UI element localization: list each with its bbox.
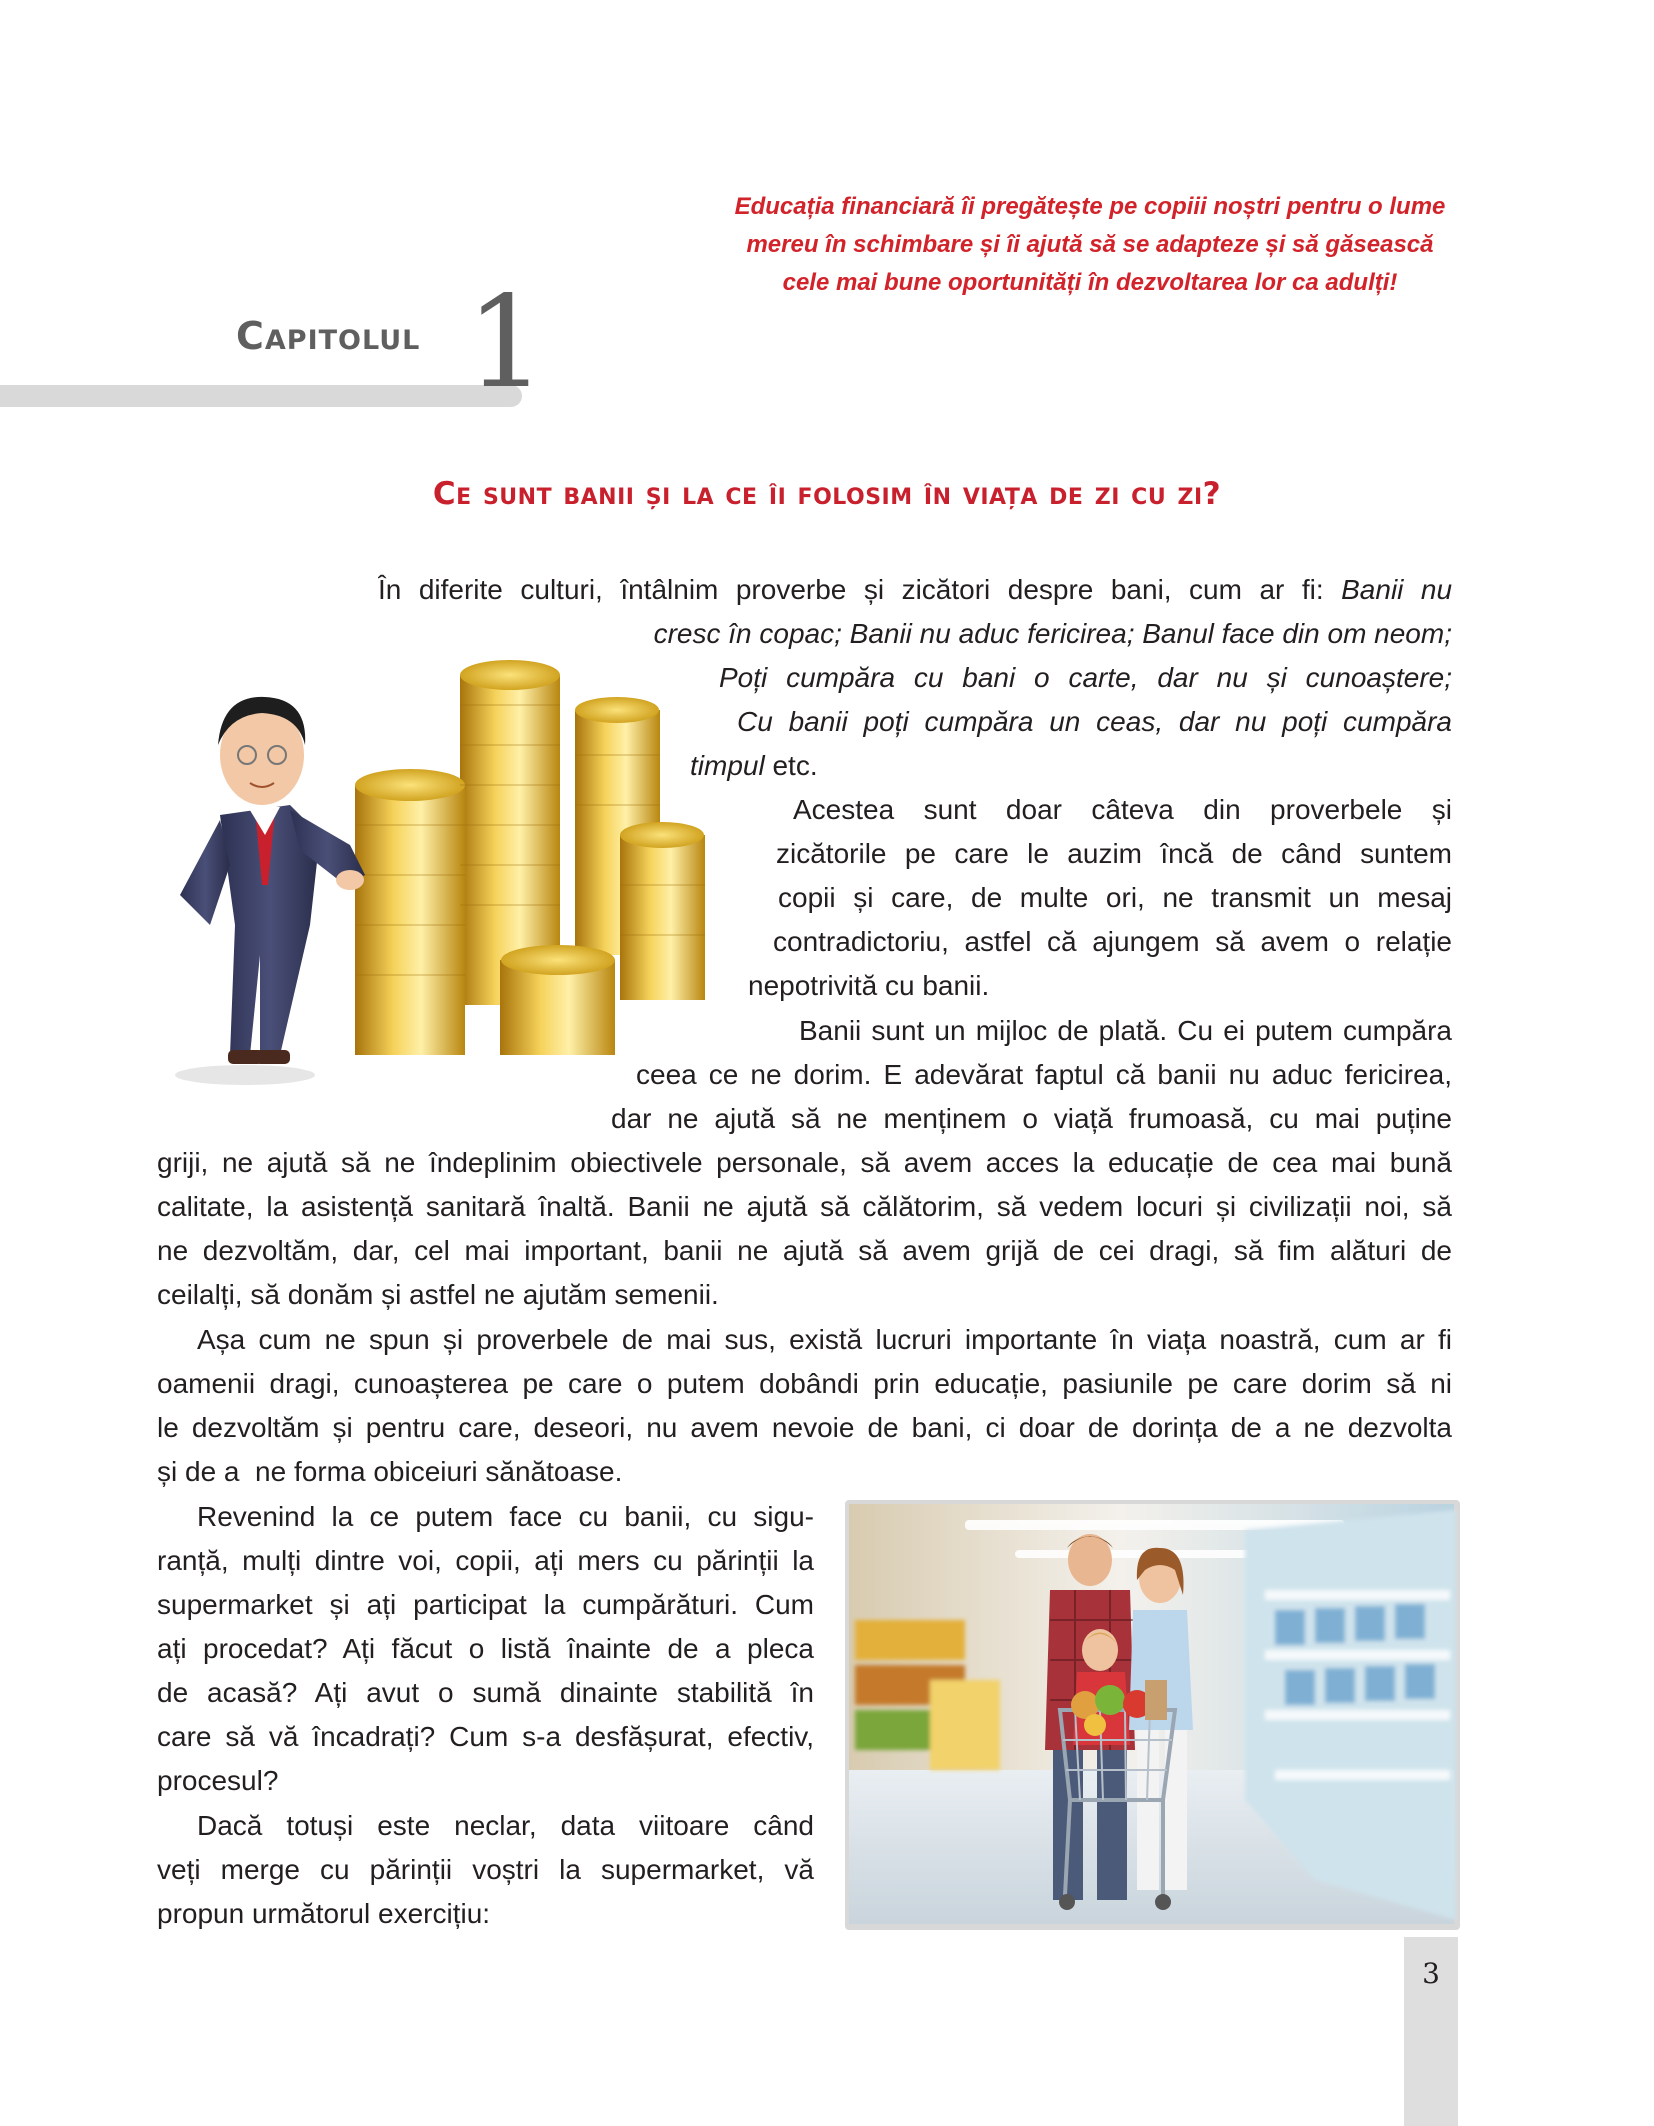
text-line: cresc în copac; Banii nu aduc fericirea; Banul face din om neom;: [653, 618, 1452, 649]
coin-stack-small: [500, 945, 615, 1055]
chapter-label: Capitolul: [236, 314, 421, 358]
chapter-bar: [0, 385, 522, 407]
text-line: Revenind la ce putem face cu banii, cu sigu-: [197, 1501, 814, 1532]
text-line: veți merge cu părinții voștri la supermarket, vă: [157, 1854, 814, 1885]
text-line: care să vă încadrați? Cum s-a desfășurat, efectiv,: [157, 1721, 814, 1752]
page-title: Ce sunt banii și la ce îi folosim în viața de zi cu zi?: [432, 476, 1222, 512]
quote-line: Educația financiară îi pregătește pe copiii noștri pentru o lume: [734, 193, 1446, 220]
text-line: le dezvoltăm și pentru care, deseori, nu avem nevoie de bani, ci doar de dorința de a ne dezvolta: [157, 1412, 1452, 1443]
text-line: Așa cum ne spun și proverbele de mai sus, există lucruri importante în viața noastră, cum ar fi: [197, 1324, 1452, 1355]
text-line: [690, 746, 818, 786]
chapter-number: 1: [466, 269, 547, 416]
text-line: copii și care, de multe ori, ne transmit un mesaj: [778, 882, 1452, 913]
header-quote: [680, 188, 1500, 302]
text-span: etc.: [764, 750, 818, 781]
businessman-coins-illustration: [150, 595, 760, 1090]
text-line: propun următorul exercițiu:: [157, 1898, 491, 1929]
text-line: ne dezvoltăm, dar, cel mai important, banii ne ajută să avem grijă de cei dragi, să fim alături de: [157, 1235, 1452, 1266]
text-line: oamenii dragi, cunoașterea pe care o putem dobândi prin educație, pasiunile pe care dorim să ni: [157, 1368, 1452, 1399]
coin-stack-far-right: [620, 822, 705, 1000]
quote-line: cele mai bune oportunități în dezvoltarea lor ca adulți!: [782, 269, 1398, 296]
text-line: calitate, la asistență sanitară înaltă. Banii ne ajută să călătorim, să vedem locuri și civilizații noi, să: [157, 1191, 1452, 1222]
text-line: supermarket și ați participat la cumpărături. Cum: [157, 1589, 814, 1620]
text-line: ați procedat? Ați făcut o listă înainte de a pleca: [157, 1633, 814, 1664]
text-line: zicătorile pe care le auzim încă de când suntem: [776, 838, 1452, 869]
text-line: griji, ne ajută să ne îndeplinim obiectivele personale, să avem acces la educație de cea mai bună: [157, 1147, 1452, 1178]
text-line: ceea ce ne dorim. E adevărat faptul că banii nu aduc fericirea,: [636, 1059, 1452, 1090]
text-line: Dacă totuși este neclar, data viitoare când: [197, 1810, 814, 1841]
supermarket-family-photo: [845, 1500, 1460, 1930]
text-line: și de a ne forma obiceiuri sănătoase.: [157, 1456, 623, 1487]
text-line: contradictoriu, astfel că ajungem să avem o relație: [773, 926, 1452, 957]
text-line: Cu banii poți cumpăra un ceas, dar nu poți cumpăra: [737, 706, 1452, 737]
text-line: de acasă? Ați avut o sumă dinainte stabilită în: [157, 1677, 814, 1708]
text-line: procesul?: [157, 1765, 279, 1796]
text-line: Poți cumpăra cu bani o carte, dar nu și cunoaștere;: [719, 662, 1452, 693]
text-line: nepotrivită cu banii.: [748, 970, 990, 1001]
businessman-figure: [175, 697, 365, 1085]
text-line: Acestea sunt doar câteva din proverbele și: [793, 794, 1452, 825]
text-line: dar ne ajută să ne menținem o viață frumoasă, cu mai puține: [611, 1103, 1452, 1134]
coin-stack-left: [355, 769, 465, 1055]
page-number: 3: [1422, 1957, 1440, 1990]
text-line: ceilalți, să donăm și astfel ne ajutăm semenii.: [157, 1279, 719, 1310]
quote-line: mereu în schimbare și îi ajută să se adapteze și să găsească: [746, 231, 1434, 258]
text-span-italic: timpul: [690, 750, 765, 781]
text-span: În diferite culturi, întâlnim proverbe și zicători despre bani, cum ar fi:: [378, 574, 1324, 605]
text-line: ranță, mulți dintre voi, copii, ați mers cu părinții la: [157, 1545, 814, 1576]
text-line: Banii sunt un mijloc de plată. Cu ei putem cumpăra: [799, 1015, 1452, 1046]
text-span-italic: Banii nu: [1341, 574, 1452, 605]
text-line: [378, 570, 1452, 610]
